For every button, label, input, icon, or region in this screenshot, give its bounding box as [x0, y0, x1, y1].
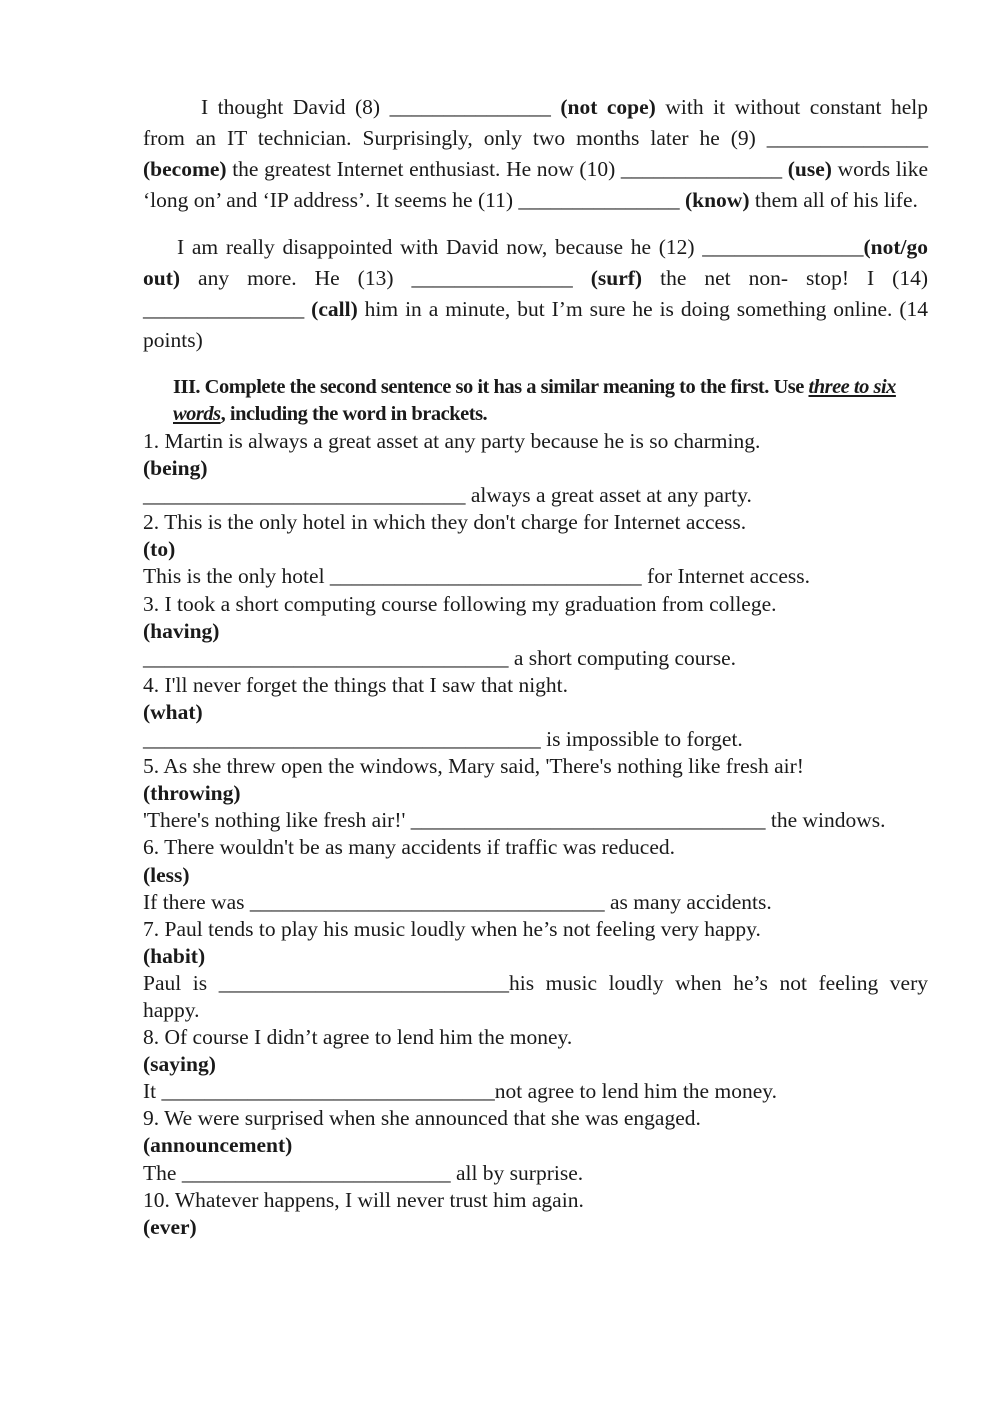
answer-blank[interactable]: _________________________________	[410, 808, 766, 833]
answer-blank[interactable]: _________________________________	[249, 889, 605, 914]
question-3-keyword: (having)	[143, 618, 220, 643]
answer-blank[interactable]: _____________________________________	[143, 727, 541, 752]
question-9-answer	[143, 1160, 928, 1187]
section-3-heading	[173, 374, 928, 428]
text: the greatest Internet enthusiast. He now (10)	[226, 157, 621, 181]
question-list	[143, 428, 928, 1241]
answer-blank[interactable]: ___________________________	[218, 970, 509, 995]
answer-blank[interactable]: _____________________________	[329, 564, 642, 589]
answer-prefix: Paul is	[143, 970, 219, 995]
answer-suffix: the windows.	[765, 808, 886, 833]
keyword-9: (become)	[143, 157, 227, 181]
keyword-13: (surf)	[572, 266, 643, 290]
question-6-answer	[143, 889, 928, 916]
answer-prefix: 'There's nothing like fresh air!'	[143, 808, 411, 833]
question-4-keyword: (what)	[143, 699, 203, 724]
answer-prefix: The	[143, 1160, 182, 1185]
answer-blank[interactable]: _________________________	[181, 1160, 451, 1185]
answer-prefix: It	[143, 1079, 162, 1104]
answer-prefix: If there was	[143, 889, 250, 914]
heading-emphasis: three to six words	[173, 376, 896, 425]
answer-suffix: a short computing course.	[508, 645, 736, 670]
question-8-answer	[143, 1078, 928, 1105]
blank-9[interactable]: _______________	[766, 126, 928, 150]
blank-12[interactable]: _______________	[702, 235, 864, 259]
blank-8[interactable]: _______________	[389, 95, 551, 119]
answer-prefix: This is the only hotel	[143, 564, 330, 589]
question-2-keyword: (to)	[143, 537, 176, 562]
question-8-keyword: (saying)	[143, 1052, 216, 1077]
heading-text: , including the word in brackets.	[220, 403, 488, 425]
question-1-keyword: (being)	[143, 456, 208, 481]
question-4-answer	[143, 726, 928, 753]
answer-suffix: for Internet access.	[641, 564, 810, 589]
question-7-keyword: (habit)	[143, 943, 206, 968]
question-7-sentence: 7. Paul tends to play his music loudly when he’s not feeling very happy.	[143, 916, 761, 941]
question-8-sentence: 8. Of course I didn’t agree to lend him the money.	[143, 1025, 573, 1050]
question-10-keyword: (ever)	[143, 1214, 197, 1239]
answer-suffix: always a great asset at any party.	[465, 483, 752, 508]
answer-suffix: as many accidents.	[604, 889, 772, 914]
blank-11[interactable]: _______________	[518, 188, 680, 212]
keyword-10: (use)	[782, 157, 832, 181]
question-4-sentence: 4. I'll never forget the things that I saw that night.	[143, 672, 569, 697]
question-2-answer	[143, 563, 928, 590]
blank-14[interactable]: _______________	[143, 297, 305, 321]
text: them all of his life.	[749, 188, 918, 212]
answer-blank[interactable]: _______________________________	[161, 1079, 495, 1104]
blank-10[interactable]: _______________	[620, 157, 783, 181]
question-1-answer	[143, 482, 928, 509]
answer-suffix: his music loudly when he’s not feeling very happy.	[143, 970, 928, 1022]
keyword-11: (know)	[679, 188, 750, 212]
question-5-sentence: 5. As she threw open the windows, Mary said, 'There's nothing like fresh air!	[143, 754, 804, 779]
text: the net non- stop! I (14)	[642, 266, 928, 290]
question-9-keyword: (announcement)	[143, 1133, 293, 1158]
answer-blank[interactable]: ______________________________	[143, 483, 466, 508]
keyword-12: (not/go out)	[143, 235, 928, 290]
question-10-sentence: 10. Whatever happens, I will never trust him again.	[143, 1187, 584, 1212]
question-7-answer	[143, 970, 928, 1024]
answer-suffix: not agree to lend him the money.	[494, 1079, 777, 1104]
text: I am really disappointed with David now, because he (12)	[177, 235, 703, 259]
paragraph-david-1	[143, 92, 928, 216]
keyword-14: (call)	[304, 297, 358, 321]
question-6-sentence: 6. There wouldn't be as many accidents if traffic was reduced.	[143, 835, 676, 860]
question-9-sentence: 9. We were surprised when she announced that she was engaged.	[143, 1106, 701, 1131]
text: words like ‘long on’ and ‘IP address’. It seems he (11)	[143, 157, 929, 212]
question-5-answer	[143, 807, 928, 834]
question-2-sentence: 2. This is the only hotel in which they don't charge for Internet access.	[143, 510, 747, 535]
question-5-keyword: (throwing)	[143, 781, 241, 806]
question-6-keyword: (less)	[143, 862, 190, 887]
text: any more. He (13)	[180, 266, 412, 290]
paragraph-david-2	[143, 232, 928, 356]
heading-text: III. Complete the second sentence so it has a similar meaning to the first. Use	[173, 376, 809, 398]
text: him in a minute, but I’m sure he is doing something online. (14 points)	[143, 297, 928, 352]
question-3-sentence: 3. I took a short computing course following my graduation from college.	[143, 591, 777, 616]
text: I thought David (8)	[201, 95, 390, 119]
text: with it without constant help from an IT technician. Surprisingly, only two months later he (9)	[143, 95, 928, 150]
answer-suffix: is impossible to forget.	[540, 727, 743, 752]
worksheet-page	[143, 92, 928, 1241]
question-3-answer	[143, 645, 928, 672]
answer-suffix: all by surprise.	[450, 1160, 584, 1185]
question-1-sentence: 1. Martin is always a great asset at any party because he is so charming.	[143, 429, 761, 453]
keyword-8: (not cope)	[550, 95, 656, 119]
blank-13[interactable]: _______________	[411, 266, 573, 290]
answer-blank[interactable]: __________________________________	[143, 645, 509, 670]
